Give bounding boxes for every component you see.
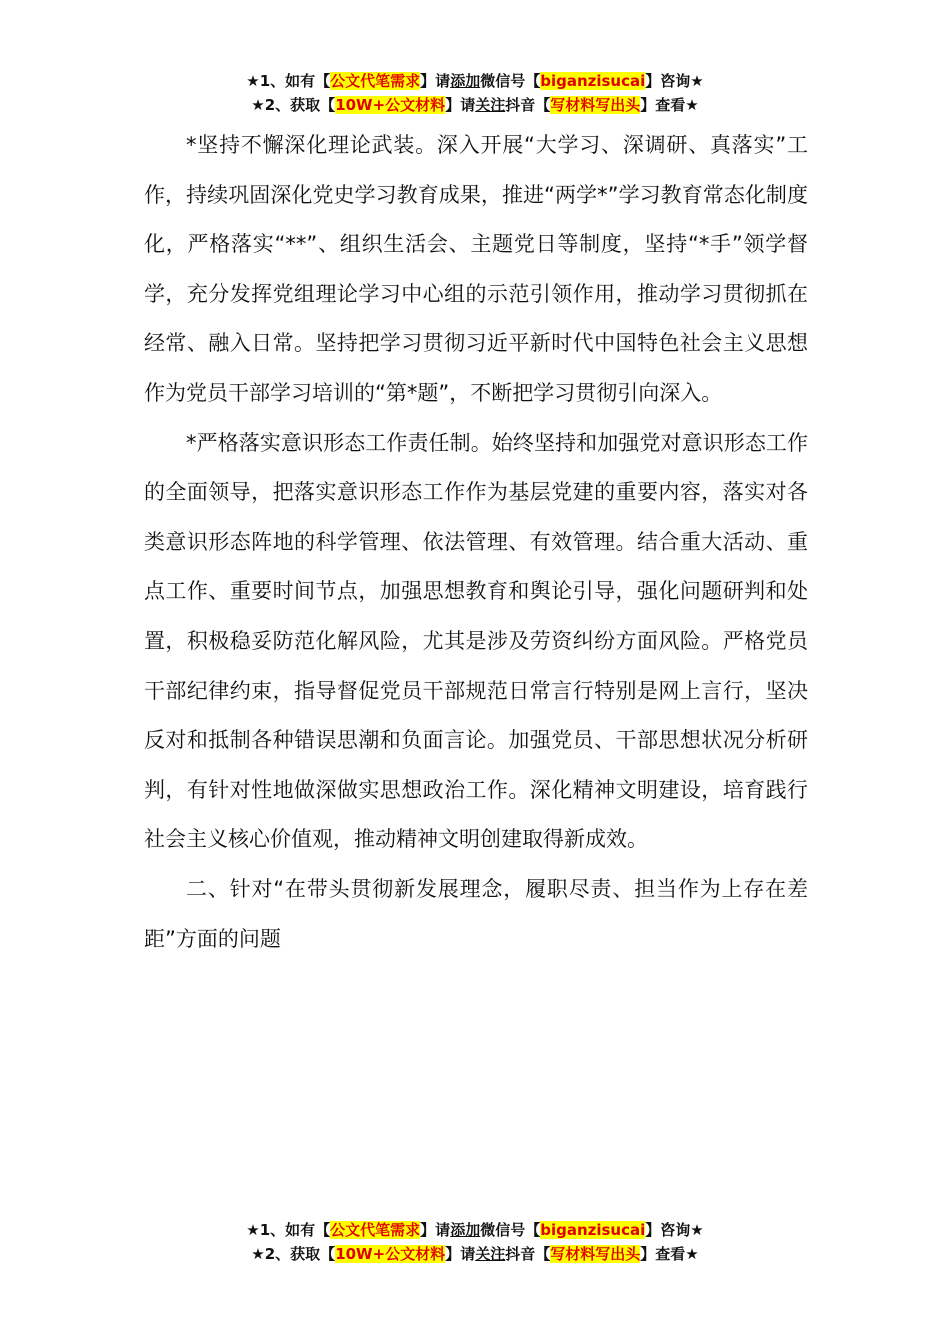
footer-banner: [0, 1218, 950, 1266]
document-body: [144, 121, 808, 964]
highlight-ghostwriting: 公文代笔需求: [330, 72, 421, 90]
banner-line-2: ★2、获取【10W+公文材料】请关注抖音【写材料写出头】查看★: [251, 1245, 699, 1263]
highlight-materials: 10W+公文材料: [335, 1245, 446, 1263]
paragraph-theory: *坚持不懈深化理论武装。深入开展“大学习、深调研、真落实”工作，持续巩固深化党史学习教育成果，推进“两学*”学习教育常态化制度化，严格落实“**”、组织生活会、主题党日等制度，坚持“*手”领学督学，充分发挥党组理论学习中心组的示范引领作用，推动学习贯彻抓在经常、融入日常。坚持把学习贯彻习近平新时代中国特色社会主义思想作为党员干部学习培训的“第*题”，不断把学习贯彻引向深入。: [144, 133, 808, 405]
highlight-wechat-id: biganzisucai: [540, 72, 646, 90]
section-heading-2: 二、针对“在带头贯彻新发展理念，履职尽责、担当作为上存在差距”方面的问题: [144, 876, 808, 951]
banner-line-1: ★1、如有【公文代笔需求】请添加微信号【biganzisucai】咨询★: [246, 72, 704, 90]
highlight-douyin-account: 写材料写出头: [550, 1245, 641, 1263]
banner-line-2: ★2、获取【10W+公文材料】请关注抖音【写材料写出头】查看★: [251, 96, 699, 114]
highlight-douyin-account: 写材料写出头: [550, 96, 641, 114]
highlight-ghostwriting: 公文代笔需求: [330, 1221, 421, 1239]
highlight-wechat-id: biganzisucai: [540, 1221, 646, 1239]
banner-line-1: ★1、如有【公文代笔需求】请添加微信号【biganzisucai】咨询★: [246, 1221, 704, 1239]
header-banner: [0, 69, 950, 117]
highlight-materials: 10W+公文材料: [335, 96, 446, 114]
paragraph-ideology: *严格落实意识形态工作责任制。始终坚持和加强党对意识形态工作的全面领导，把落实意识形态工作作为基层党建的重要内容，落实对各类意识形态阵地的科学管理、依法管理、有效管理。结合重大活动、重点工作、重要时间节点，加强思想教育和舆论引导，强化问题研判和处置，积极稳妥防范化解风险，尤其是涉及劳资纠纷方面风险。严格党员干部纪律约束，指导督促党员干部规范日常言行特别是网上言行，坚决反对和抵制各种错误思潮和负面言论。加强党员、干部思想状况分析研判，有针对性地做深做实思想政治工作。深化精神文明建设，培育践行社会主义核心价值观，推动精神文明创建取得新成效。: [144, 430, 808, 852]
